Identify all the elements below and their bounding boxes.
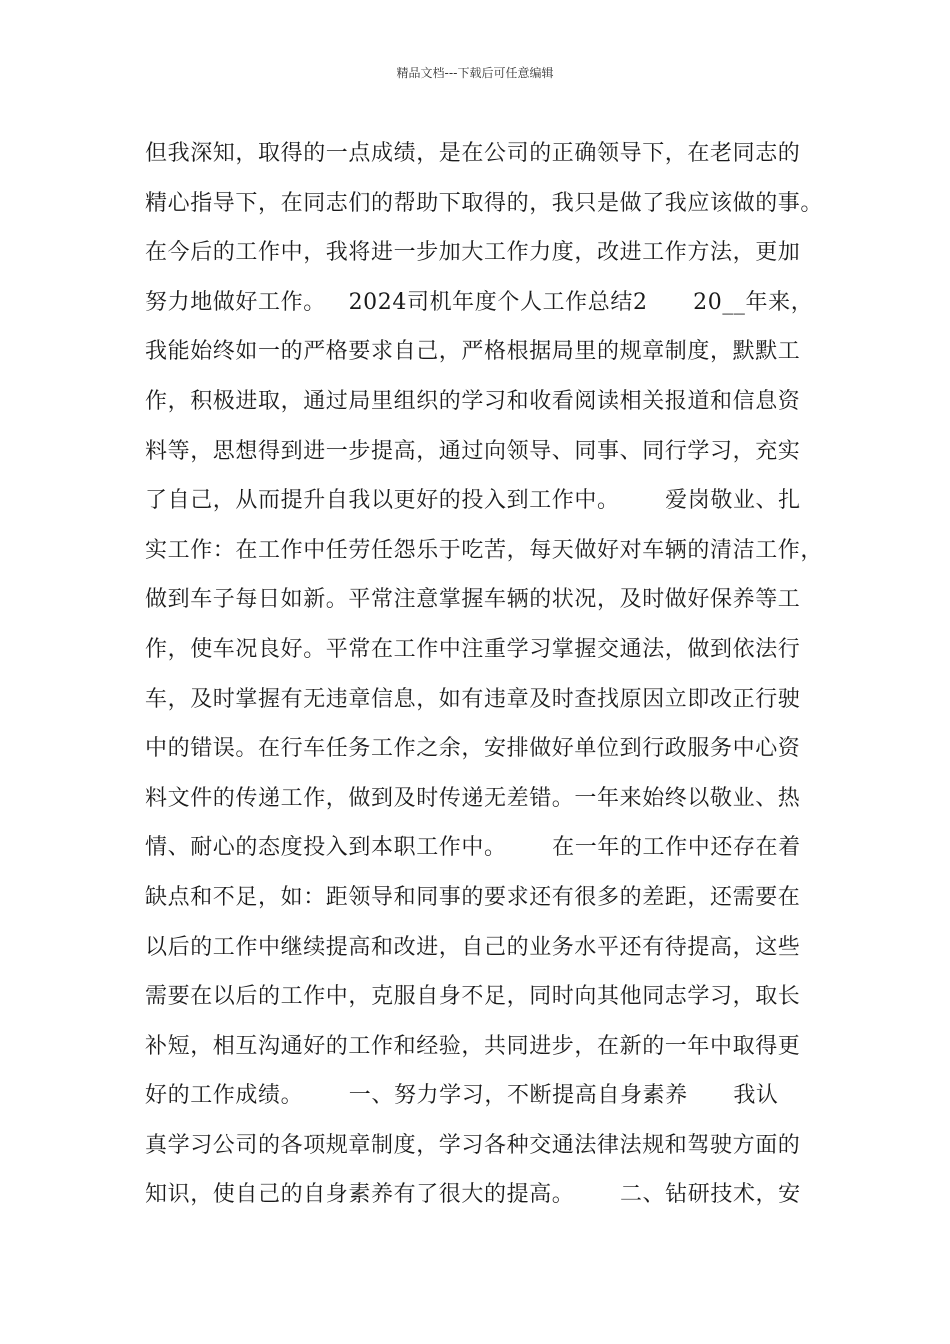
text-line: 缺点和不足，如：距领导和同事的要求还有很多的差距，还需要在 (145, 884, 801, 910)
text-line: 情、耐心的态度投入到本职工作中。 在一年的工作中还存在着 (145, 835, 801, 861)
text-line: 作，使车况良好。平常在工作中注重学习掌握交通法，做到依法行 (145, 636, 801, 662)
text-line: 努力地做好工作。 2024司机年度个人工作总结2 20__年来， (145, 289, 814, 315)
text-line: 我能始终如一的严格要求自己，严格根据局里的规章制度，默默工 (145, 339, 801, 365)
text-line: 好的工作成绩。 一、努力学习，不断提高自身素养 我认 (145, 1083, 779, 1109)
text-line: 补短，相互沟通好的工作和经验，共同进步，在新的一年中取得更 (145, 1033, 801, 1059)
text-line: 真学习公司的各项规章制度，学习各种交通法律法规和驾驶方面的 (145, 1132, 801, 1158)
text-line: 中的错误。在行车任务工作之余，安排做好单位到行政服务中心资 (145, 736, 801, 762)
text-line: 精心指导下，在同志们的帮助下取得的，我只是做了我应该做的事。 (145, 190, 824, 216)
text-line: 车，及时掌握有无违章信息，如有违章及时查找原因立即改正行驶 (145, 686, 801, 712)
page-header: 精品文档---下载后可任意编辑 (396, 66, 554, 80)
text-line: 实工作：在工作中任劳任怨乐于吃苦，每天做好对车辆的清洁工作， (145, 537, 824, 563)
text-line: 作，积极进取，通过局里组织的学习和收看阅读相关报道和信息资 (145, 388, 801, 414)
text-line: 但我深知，取得的一点成绩，是在公司的正确领导下，在老同志的 (145, 141, 801, 166)
text-line: 料等，思想得到进一步提高，通过向领导、同事、同行学习，充实 (145, 438, 801, 464)
text-line: 了自己，从而提升自我以更好的投入到工作中。 爱岗敬业、扎 (145, 488, 801, 514)
text-line: 以后的工作中继续提高和改进，自己的业务水平还有待提高，这些 (145, 934, 801, 960)
body-text (145, 129, 835, 1220)
text-line: 做到车子每日如新。平常注意掌握车辆的状况，及时做好保养等工 (145, 587, 801, 613)
text-line: 料文件的传递工作，做到及时传递无差错。一年来始终以敬业、热 (145, 785, 801, 811)
text-line: 需要在以后的工作中，克服自身不足，同时向其他同志学习，取长 (145, 984, 801, 1010)
text-line: 在今后的工作中，我将进一步加大工作力度，改进工作方法，更加 (145, 240, 801, 266)
text-line: 知识，使自己的自身素养有了很大的提高。 二、钻研技术，安 (145, 1182, 801, 1208)
